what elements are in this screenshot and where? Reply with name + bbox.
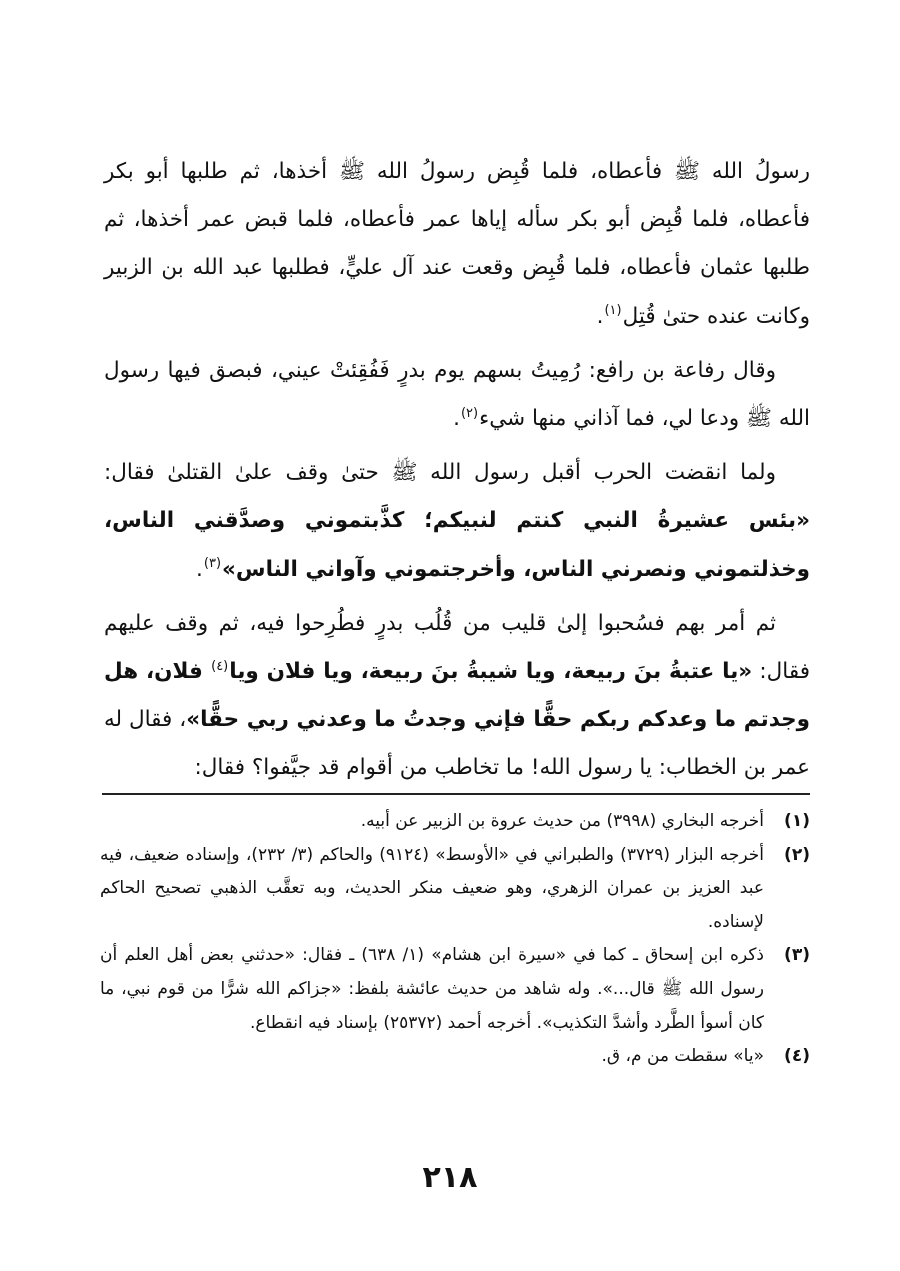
footnote-ref-2[interactable]: (٢) bbox=[460, 405, 479, 421]
footnote-2 bbox=[100, 839, 810, 940]
prophet-quote-2b: فلان، هل وجدتم ما وعدكم ربكم حقًّا فإني وجدتُ ما وعدني ربي حقًّا» bbox=[104, 659, 811, 733]
footnotes bbox=[100, 805, 810, 1074]
footnote-ref-4[interactable]: (٤) bbox=[211, 658, 229, 674]
footnote-number: (٣) bbox=[784, 945, 810, 966]
footnote-number: (١) bbox=[784, 811, 810, 831]
footnote-text: أخرجه البزار (٣٧٢٩) والطبراني في «الأوسط» (٩١٢٤) والحاكم (٣/ ٢٣٢)، وإسناده ضعيف، فيه عبد العزيز بن عمران الزهري، وهو ضعيف منكر الحديث، وبه تعقَّب الذهبي تصحيح الحاكم لإسناده. bbox=[100, 844, 764, 932]
footnote-text: ذكره ابن إسحاق ـ كما في «سيرة ابن هشام» (١/ ٦٣٨) ـ فقال: «حدثني بعض أهل العلم أن رسول الله ﷺ قال...». وله شاهد من حديث عائشة بلفظ: «جزاكم الله شرًّا من قوم نبي، ما كان أسوأ الطَّرد وأشدَّ التكذيب». أخرجه أحمد (٢٥٣٧٢) بإسناد فيه انقطاع. bbox=[100, 945, 765, 1033]
footnote-text: «يا» سقطت من م، ق. bbox=[601, 1046, 764, 1067]
page-number: ٢١٨ bbox=[422, 1160, 478, 1195]
footnote-text: أخرجه البخاري (٣٩٩٨) من حديث عروة بن الزبير عن أبيه. bbox=[360, 811, 764, 831]
footnote-separator bbox=[102, 793, 810, 795]
prophet-quote-2a: «يا عتبةُ بنَ ربيعة، ويا شيبةُ بنَ ربيعة، ويا فلان ويا bbox=[229, 659, 753, 685]
paragraph-2: وقال رفاعة بن رافع: رُمِيتُ بسهم يوم بدرٍ فَفُقِئتْ عيني، فبصق فيها رسول الله ﷺ ودعا لي، فما آذاني منها شيء$^{(٢)}$. bbox=[104, 357, 810, 432]
footnote-1 bbox=[100, 805, 810, 839]
paragraph-1: رسولُ الله ﷺ فأعطاه، فلما قُبِض رسولُ الله ﷺ أخذها، ثم طلبها أبو بكر فأعطاه، فلما قُبِض أبو بكر سأله إياها عمر فأعطاه، فلما قبض عمر أخذها، ثم طلبها عثمان فأعطاه، فلما قُبِض وقعت عند آل عليٍّ، فطلبها عبد الله بن الزبير وكانت عنده حتىٰ قُتِل$^{(١)}$. bbox=[104, 159, 810, 329]
footnote-4 bbox=[100, 1040, 810, 1074]
prophet-quote-1: «بئس عشيرةُ النبي كنتم لنبيكم؛ كذَّبتموني وصدَّقني الناس، وخذلتموني ونصرني الناس، وأخرجتموني وآواني الناس» bbox=[104, 508, 810, 582]
footnote-number: (٤) bbox=[784, 1046, 810, 1067]
paragraph-4: ثم أمر بهم فسُحبوا إلىٰ قليب من قُلُب بدرٍ فطُرِحوا فيه، ثم وقف عليهم فقال: «يا عتبةُ بنَ ربيعة، ويا شيبةُ بنَ ربيعة، ويا فلان ويا$^{(٤)}$ فلان، هل وجدتم ما وعدكم ربكم حقًّا فإني وجدتُ ما وعدني ربي حقًّا»، فقال له عمر بن الخطاب: يا رسول الله! ما تخاطب من أقوام قد جيَّفوا؟ فقال: bbox=[104, 610, 811, 781]
paragraph-3: ولما انقضت الحرب أقبل رسول الله ﷺ حتىٰ وقف علىٰ القتلىٰ فقال: «بئس عشيرةُ النبي كنتم لنبيكم؛ كذَّبتموني وصدَّقني الناس، وخذلتموني ونصرني الناس، وأخرجتموني وآواني الناس»$^{(٣)}$. bbox=[104, 460, 810, 582]
footnote-ref-1[interactable]: (١) bbox=[604, 303, 622, 319]
footnote-number: (٢) bbox=[784, 844, 810, 865]
footnote-ref-3[interactable]: (٣) bbox=[203, 556, 222, 572]
main-text bbox=[104, 148, 810, 799]
footnote-3 bbox=[100, 939, 810, 1040]
